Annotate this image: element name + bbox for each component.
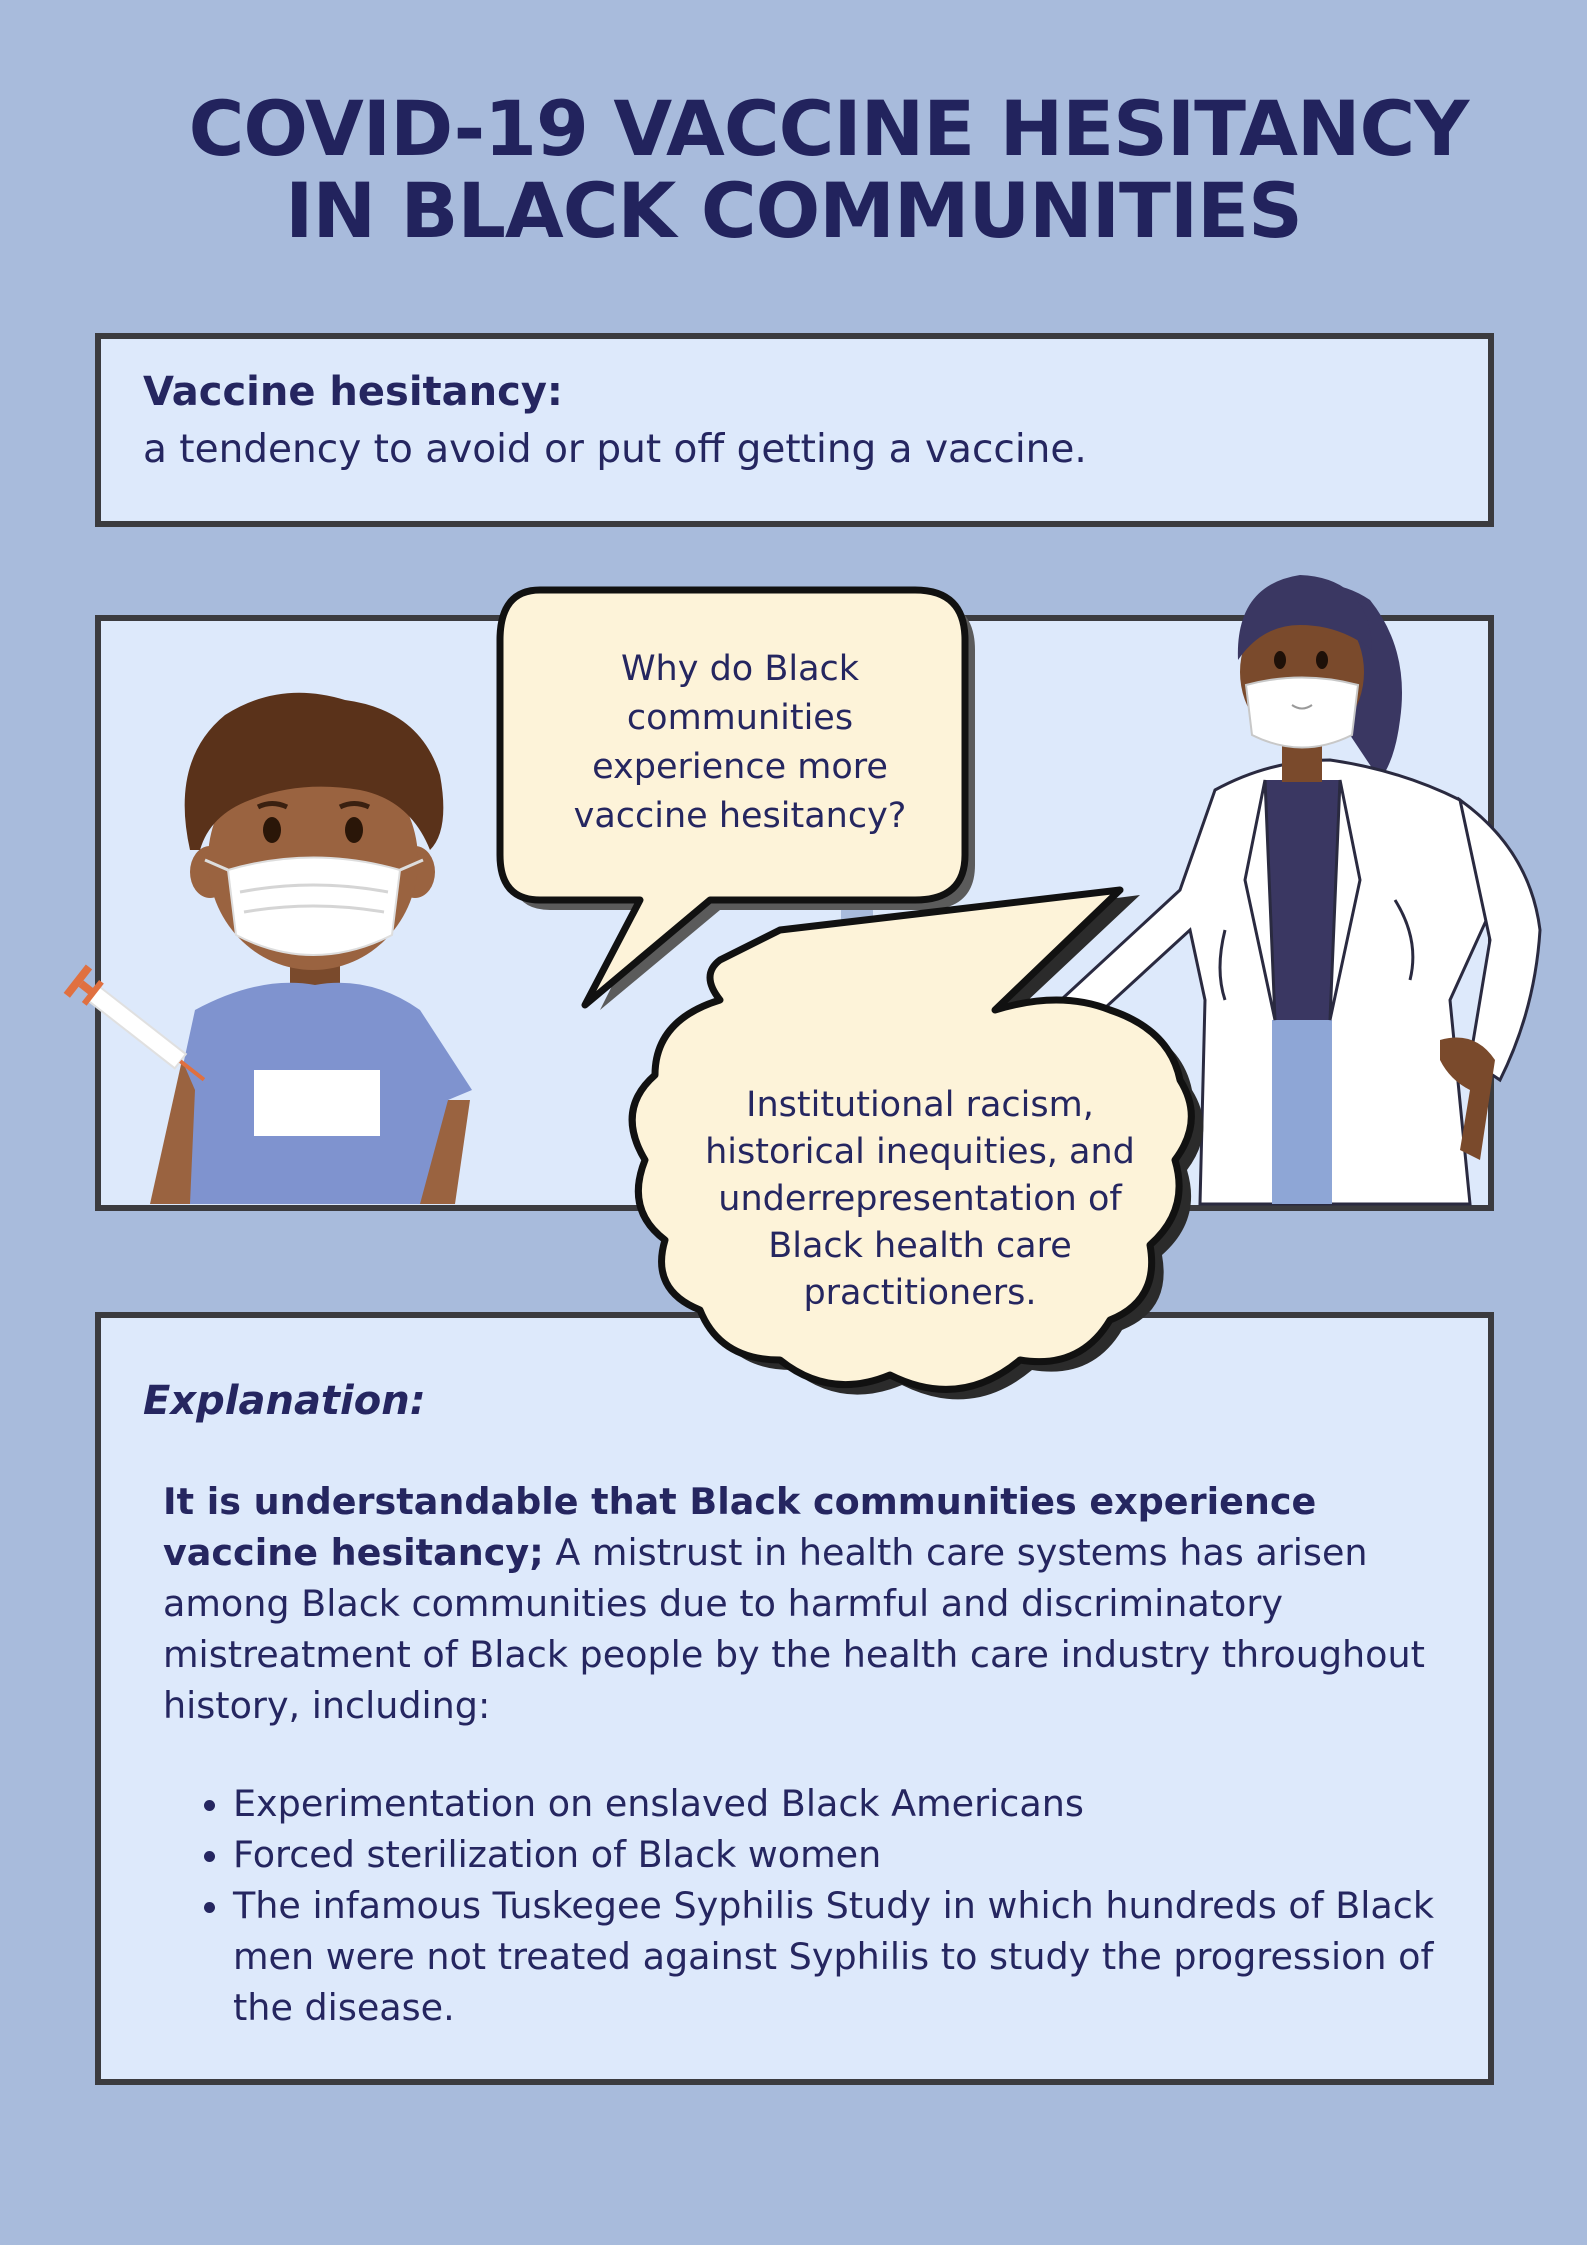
explanation-heading: Explanation:: [143, 1378, 426, 1424]
answer-text: Institutional racism, historical inequities, and underrepresentation of Black health care practitioners.: [705, 1085, 1135, 1313]
question-text: Why do Black communities experience more vaccine hesitancy?: [573, 649, 907, 836]
list-item: • Forced sterilization of Black women: [233, 1829, 1483, 1880]
explanation-lead-rest: A mistrust in health care systems has arisen among Black communities due to harmful and discriminatory mistreatment of Black people by the health care industry throughout history, including:: [163, 1531, 1425, 1727]
list-item: • The infamous Tuskegee Syphilis Study in which hundreds of Black men were not treated against Syphilis to study the progression of the disease.: [233, 1880, 1483, 2033]
title-line-2: IN BLACK COMMUNITIES: [285, 166, 1302, 255]
explanation-lead-bold: It is understandable that Black communities experience vaccine hesitancy;: [163, 1480, 1317, 1574]
list-item: • Experimentation on enslaved Black Americans: [233, 1778, 1483, 1829]
patient-illustration: [64, 693, 472, 1204]
title-line-1: COVID-19 VACCINE HESITANCY: [188, 84, 1469, 173]
definition-text: a tendency to avoid or put off getting a vaccine.: [143, 427, 1087, 472]
definition-term: Vaccine hesitancy:: [143, 369, 563, 415]
